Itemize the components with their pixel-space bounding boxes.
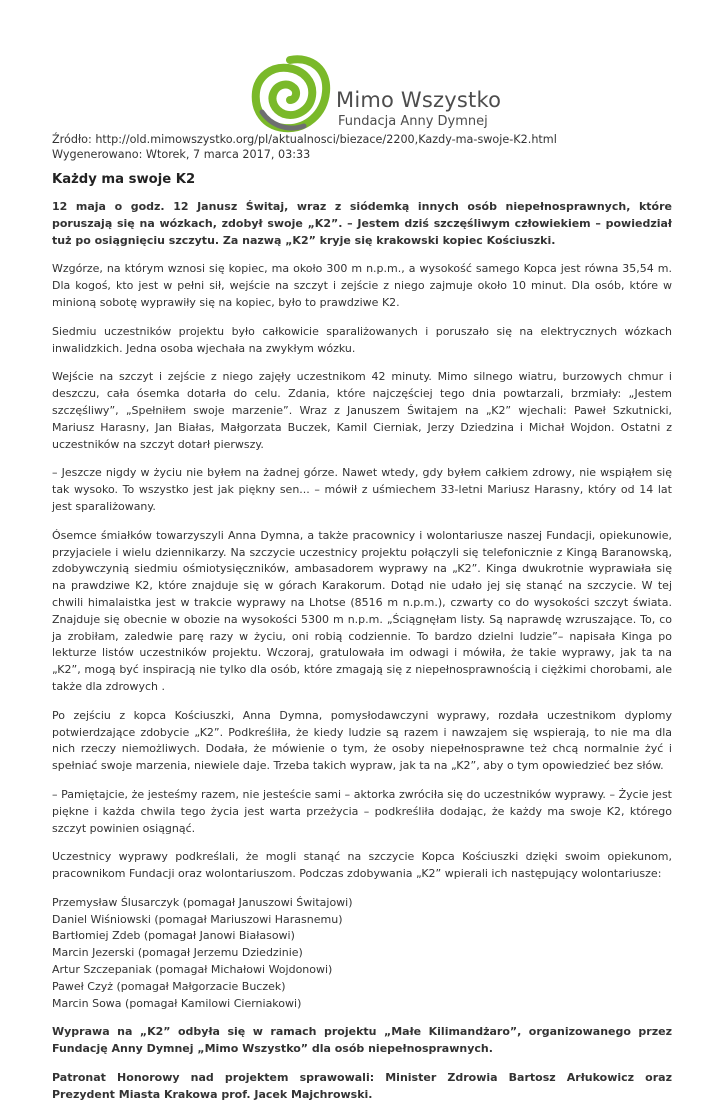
- paragraph-3: Wejście na szczyt i zejście z niego zajęły uczestnikom 42 minuty. Mimo silnego wiatru, burzowych chmur i deszczu, cała ósemka dotarła do celu. Zdania, które najczęściej tego dnia powtarzali, brzmiały: „Jestem szczęśliwy”, „Spełniłem swoje marzenie”. Wraz z Januszem Świtajem na „K2” wjechali: Paweł Szkutnicki, Mariusz Harasny, Jan Białas, Małgorzata Buczek, Kamil Cierniak, Jerzy Dziedzina i Michał Wojdon. Ostatni z uczestników na szczyt dotarł pierwszy.: [52, 370, 672, 451]
- generated-date: Wygenerowano: Wtorek, 7 marca 2017, 03:33: [52, 148, 311, 161]
- list-item: Paweł Czyż (pomagał Małgorzacie Buczek): [52, 979, 286, 993]
- source-url: Źródło: http://old.mimowszystko.org/pl/aktualnosci/biezace/2200,Kazdy-ma-swoje-K2.html: [52, 133, 557, 146]
- article-title: Każdy ma swoje K2: [52, 172, 196, 187]
- list-item: Przemysław Ślusarczyk (pomagał Januszowi Świtajowi): [52, 895, 353, 909]
- list-item: Marcin Sowa (pomagał Kamilowi Cierniakowi): [52, 996, 302, 1010]
- document-page: [52, 0, 672, 1116]
- paragraph-6: Po zejściu z kopca Kościuszki, Anna Dymna, pomysłodawczyni wyprawy, rozdała uczestnikom dyplomy potwierdzające zdobycie „K2”. Podkreśliła, że kiedy ludzie są razem i nawzajem się wspierają, to nie ma dla nich rzeczy niemożliwych. Dodała, że mówienie o tym, że osoby niepełnosprawne też chcą normalnie żyć i spełniać swoje marzenia, niewiele daje. Trzeba takich wypraw, jak ta na „K2”, aby o tym opowiedzieć bez słów.: [52, 708, 672, 773]
- paragraph-patronage: Patronat Honorowy nad projektem sprawowali: Minister Zdrowia Bartosz Arłukowicz oraz Prezydent Miasta Krakowa prof. Jacek Majchrowski.: [52, 1071, 672, 1101]
- paragraph-1: Wzgórze, na którym wznosi się kopiec, ma około 300 m n.p.m., a wysokość samego Kopca jest równa 35,54 m. Dla kogoś, kto jest w pełni sił, wejście na szczyt i zejście z niego zajmuje około 10 minut. Dla osób, które w minioną sobotę wyprawiły się na kopiec, było to prawdziwe K2.: [52, 262, 672, 309]
- list-item: Marcin Jezerski (pomagał Jerzemu Dziedzinie): [52, 946, 303, 960]
- spiral-logo-icon: [250, 54, 332, 134]
- foundation-logo: [52, 0, 672, 132]
- logo-subtitle: Fundacja Anny Dymnej: [338, 114, 488, 129]
- list-item: Bartłomiej Zdeb (pomagał Janowi Białasowi): [52, 929, 295, 943]
- paragraph-8: Uczestnicy wyprawy podkreślali, że mogli stanąć na szczycie Kopca Kościuszki dzięki swoim opiekunom, pracownikom Fundacji oraz wolontariuszom. Podczas zdobywania „K2” wpierali ich następujący wolontariusze:: [52, 850, 672, 881]
- paragraph-2: Siedmiu uczestników projektu było całkowicie sparaliżowanych i poruszało się na elektrycznych wózkach inwalidzkich. Jedna osoba wjechała na zwykłym wózku.: [52, 324, 672, 355]
- list-item: Artur Szczepaniak (pomagał Michałowi Wojdonowi): [52, 963, 333, 977]
- volunteer-list: [52, 895, 672, 1013]
- paragraph-4: – Jeszcze nigdy w życiu nie byłem na żadnej górze. Nawet wtedy, gdy byłem całkiem zdrowy, nie wspiąłem się tak wysoko. To wszystko jest jak piękny sen... – mówił z uśmiechem 33-letni Mariusz Harasny, który od 14 lat jest sparaliżowany.: [52, 466, 672, 513]
- logo-brand-name: Mimo Wszystko: [336, 88, 502, 112]
- paragraph-5: Ósemce śmiałków towarzyszyli Anna Dymna, a także pracownicy i wolontariusze naszej Fundacji, opiekunowie, przyjaciele i wielu dziennikarzy. Na szczycie uczestnicy projektu połączyli się telefonicznie z Kingą Baranowską, zdobywczynią siedmiu ośmiotysięczników, ambasadorem wyprawy na „K2”. Kinga dwukrotnie wyprawiała się na prawdziwe K2, które znajduje się w górach Karakorum. Dotąd nie udało jej się stanąć na szczycie. W tej chwili himalaistka jest w trakcie wyprawy na Lhotse (8516 m n.p.m.), czwarty co do wysokości szczyt świata. Znajduje się obecnie w obozie na wysokości 5300 m n.p.m. „Ściągnęłam listy. Są naprawdę wzruszające. To, co ja zrobiłam, zaledwie parę razy w życiu, oni robią codziennie. To bardzo dzielni ludzie”– napisała Kinga po lekturze listów uczestników projektu. Wczoraj, gratulowała im odwagi i mówiła, że takie wyprawy, jak ta na „K2”, mogą być inspiracją nie tylko dla osób, które zmagają się z niepełnosprawnością i ciężkimi chorobami, ale także dla zdrowych .: [52, 528, 672, 693]
- paragraph-project: Wyprawa na „K2” odbyła się w ramach projektu „Małe Kilimandżaro”, organizowanego przez Fundację Anny Dymnej „Mimo Wszystko” dla osób niepełnosprawnych.: [52, 1025, 672, 1056]
- list-item: Daniel Wiśniowski (pomagał Mariuszowi Harasnemu): [52, 912, 343, 926]
- article-lead: 12 maja o godz. 12 Janusz Świtaj, wraz z siódemką innych osób niepełnosprawnych, które poruszają się na wózkach, zdobył swoje „K2”. – Jestem dziś szczęśliwym człowiekiem – powiedział tuż po osiągnięciu szczytu. Za nazwą „K2” kryje się krakowski kopiec Kościuszki.: [52, 200, 672, 247]
- paragraph-7: – Pamiętajcie, że jesteśmy razem, nie jesteście sami – aktorka zwróciła się do uczestników wyprawy. – Życie jest piękne i każda chwila tego życia jest warta przeżycia – podkreśliła dodając, że każdy ma swoje K2, którego szczyt powinien osiągnąć.: [52, 787, 672, 835]
